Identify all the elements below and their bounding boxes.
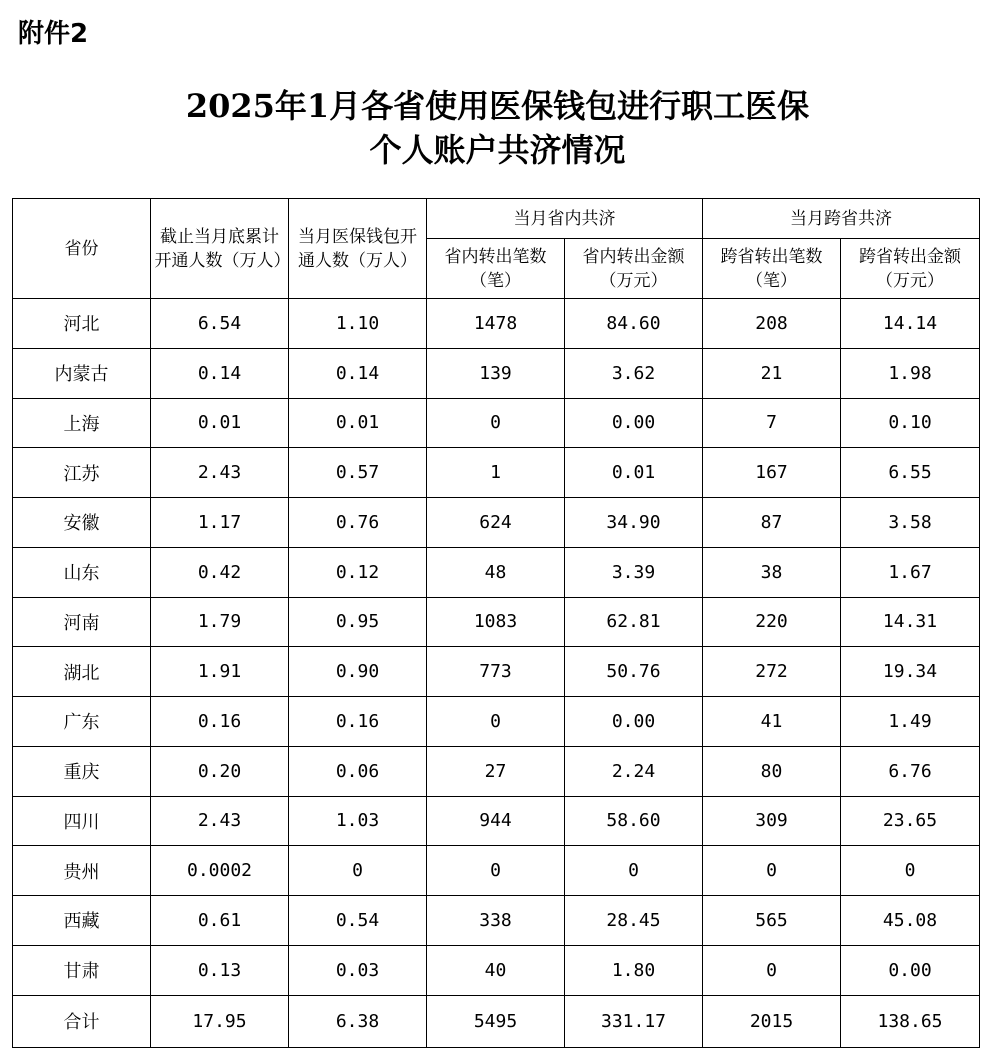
table-row xyxy=(13,348,980,398)
cell-month-open: 0.01 xyxy=(289,398,427,448)
cell-total-in-amount: 331.17 xyxy=(565,995,703,1047)
cell-cumulative: 0.01 xyxy=(151,398,289,448)
cell-in-amount: 1.80 xyxy=(565,945,703,995)
table-row xyxy=(13,746,980,796)
total-row xyxy=(13,995,980,1047)
cell-cumulative: 2.43 xyxy=(151,448,289,498)
cell-cross-count: 167 xyxy=(703,448,841,498)
cell-month-open: 0.95 xyxy=(289,597,427,647)
cell-cumulative: 0.13 xyxy=(151,945,289,995)
cell-cross-amount: 1.49 xyxy=(841,697,980,747)
cell-cross-amount: 3.58 xyxy=(841,498,980,548)
column-header-in-count-text: 省内转出笔数（笔） xyxy=(444,246,547,291)
cell-in-amount: 62.81 xyxy=(565,597,703,647)
cell-in-count: 338 xyxy=(427,896,565,946)
statistics-table xyxy=(12,198,980,1048)
table-row xyxy=(13,547,980,597)
cell-in-count: 1478 xyxy=(427,299,565,349)
column-header-cumulative xyxy=(151,199,289,299)
cell-month-open: 0.57 xyxy=(289,448,427,498)
cell-cumulative: 1.91 xyxy=(151,647,289,697)
cell-cumulative: 2.43 xyxy=(151,796,289,846)
cell-cross-amount: 14.31 xyxy=(841,597,980,647)
cell-month-open: 0.54 xyxy=(289,896,427,946)
cell-province: 西藏 xyxy=(13,896,151,946)
cell-in-amount: 3.62 xyxy=(565,348,703,398)
cell-total-cross-count: 2015 xyxy=(703,995,841,1047)
cell-in-count: 0 xyxy=(427,697,565,747)
cell-in-count: 0 xyxy=(427,846,565,896)
cell-in-count: 624 xyxy=(427,498,565,548)
page-title-line2: 个人账户共济情况 xyxy=(369,131,626,169)
table-body xyxy=(13,299,980,1048)
cell-province: 上海 xyxy=(13,398,151,448)
cell-month-open: 0.14 xyxy=(289,348,427,398)
cell-cross-count: 80 xyxy=(703,746,841,796)
cell-cross-count: 38 xyxy=(703,547,841,597)
cell-cross-count: 0 xyxy=(703,945,841,995)
cell-cross-amount: 23.65 xyxy=(841,796,980,846)
cell-cross-count: 87 xyxy=(703,498,841,548)
cell-province: 内蒙古 xyxy=(13,348,151,398)
table-row xyxy=(13,647,980,697)
cell-in-count: 944 xyxy=(427,796,565,846)
cell-cross-amount: 1.67 xyxy=(841,547,980,597)
group-header-cross-province: 当月跨省共济 xyxy=(703,199,980,239)
cell-in-amount: 58.60 xyxy=(565,796,703,846)
cell-in-amount: 34.90 xyxy=(565,498,703,548)
cell-cross-amount: 6.55 xyxy=(841,448,980,498)
cell-in-count: 48 xyxy=(427,547,565,597)
cell-cumulative: 1.17 xyxy=(151,498,289,548)
column-header-cross-amount xyxy=(841,239,980,299)
cell-month-open: 0.12 xyxy=(289,547,427,597)
table-row xyxy=(13,448,980,498)
column-header-month-open-text: 当月医保钱包开通人数（万人） xyxy=(298,226,417,271)
cell-province: 江苏 xyxy=(13,448,151,498)
page-title-line1: 2025年1月各省使用医保钱包进行职工医保 xyxy=(185,87,810,125)
cell-month-open: 1.03 xyxy=(289,796,427,846)
cell-in-amount: 0 xyxy=(565,846,703,896)
cell-in-count: 1083 xyxy=(427,597,565,647)
cell-cross-amount: 19.34 xyxy=(841,647,980,697)
column-header-in-amount-text: 省内转出金额（万元） xyxy=(582,246,685,291)
cell-cumulative: 0.61 xyxy=(151,896,289,946)
group-header-in-province: 当月省内共济 xyxy=(427,199,703,239)
cell-province: 河南 xyxy=(13,597,151,647)
cell-in-count: 40 xyxy=(427,945,565,995)
cell-cross-amount: 0 xyxy=(841,846,980,896)
cell-in-amount: 50.76 xyxy=(565,647,703,697)
cell-province: 重庆 xyxy=(13,746,151,796)
cell-month-open: 0.16 xyxy=(289,697,427,747)
cell-cumulative: 0.42 xyxy=(151,547,289,597)
cell-in-amount: 28.45 xyxy=(565,896,703,946)
table-row xyxy=(13,846,980,896)
column-header-cumulative-text: 截止当月底累计开通人数（万人） xyxy=(154,226,291,271)
cell-cross-amount: 45.08 xyxy=(841,896,980,946)
cell-cross-amount: 0.00 xyxy=(841,945,980,995)
cell-month-open: 0.90 xyxy=(289,647,427,697)
table-row xyxy=(13,796,980,846)
cell-in-amount: 0.00 xyxy=(565,398,703,448)
cell-province: 四川 xyxy=(13,796,151,846)
cell-cross-count: 0 xyxy=(703,846,841,896)
column-header-province: 省份 xyxy=(13,199,151,299)
cell-month-open: 0.76 xyxy=(289,498,427,548)
cell-cumulative: 6.54 xyxy=(151,299,289,349)
cell-cross-count: 208 xyxy=(703,299,841,349)
cell-month-open: 1.10 xyxy=(289,299,427,349)
cell-total-in-count: 5495 xyxy=(427,995,565,1047)
cell-cross-count: 21 xyxy=(703,348,841,398)
table-row xyxy=(13,896,980,946)
table-row xyxy=(13,299,980,349)
cell-cross-count: 565 xyxy=(703,896,841,946)
cell-month-open: 0 xyxy=(289,846,427,896)
header-row-groups xyxy=(13,199,980,239)
cell-cumulative: 0.14 xyxy=(151,348,289,398)
column-header-in-amount xyxy=(565,239,703,299)
table-row xyxy=(13,398,980,448)
cell-province: 山东 xyxy=(13,547,151,597)
cell-cumulative: 0.0002 xyxy=(151,846,289,896)
cell-total-label: 合计 xyxy=(13,995,151,1047)
table-row xyxy=(13,697,980,747)
cell-cumulative: 0.20 xyxy=(151,746,289,796)
cell-in-count: 773 xyxy=(427,647,565,697)
cell-cross-count: 309 xyxy=(703,796,841,846)
cell-cumulative: 0.16 xyxy=(151,697,289,747)
table-row xyxy=(13,498,980,548)
cell-in-count: 27 xyxy=(427,746,565,796)
cell-province: 河北 xyxy=(13,299,151,349)
cell-total-cumulative: 17.95 xyxy=(151,995,289,1047)
cell-cumulative: 1.79 xyxy=(151,597,289,647)
cell-province: 湖北 xyxy=(13,647,151,697)
cell-province: 安徽 xyxy=(13,498,151,548)
cell-cross-amount: 14.14 xyxy=(841,299,980,349)
cell-month-open: 0.03 xyxy=(289,945,427,995)
cell-in-amount: 0.00 xyxy=(565,697,703,747)
cell-in-amount: 3.39 xyxy=(565,547,703,597)
column-header-month-open xyxy=(289,199,427,299)
cell-total-cross-amount: 138.65 xyxy=(841,995,980,1047)
cell-in-count: 0 xyxy=(427,398,565,448)
cell-month-open: 0.06 xyxy=(289,746,427,796)
cell-in-amount: 0.01 xyxy=(565,448,703,498)
cell-in-count: 1 xyxy=(427,448,565,498)
table-row xyxy=(13,945,980,995)
column-header-in-count xyxy=(427,239,565,299)
table-row xyxy=(13,597,980,647)
cell-total-month-open: 6.38 xyxy=(289,995,427,1047)
cell-cross-count: 272 xyxy=(703,647,841,697)
cell-province: 广东 xyxy=(13,697,151,747)
column-header-cross-count-text: 跨省转出笔数（笔） xyxy=(720,246,823,291)
cell-cross-amount: 0.10 xyxy=(841,398,980,448)
cell-in-amount: 2.24 xyxy=(565,746,703,796)
cell-province: 贵州 xyxy=(13,846,151,896)
cell-cross-count: 220 xyxy=(703,597,841,647)
cell-in-count: 139 xyxy=(427,348,565,398)
cell-cross-amount: 1.98 xyxy=(841,348,980,398)
cell-cross-amount: 6.76 xyxy=(841,746,980,796)
column-header-cross-count xyxy=(703,239,841,299)
cell-cross-count: 7 xyxy=(703,398,841,448)
attachment-label: 附件2 xyxy=(18,19,89,49)
column-header-cross-amount-text: 跨省转出金额（万元） xyxy=(859,246,961,291)
cell-in-amount: 84.60 xyxy=(565,299,703,349)
cell-province: 甘肃 xyxy=(13,945,151,995)
cell-cross-count: 41 xyxy=(703,697,841,747)
